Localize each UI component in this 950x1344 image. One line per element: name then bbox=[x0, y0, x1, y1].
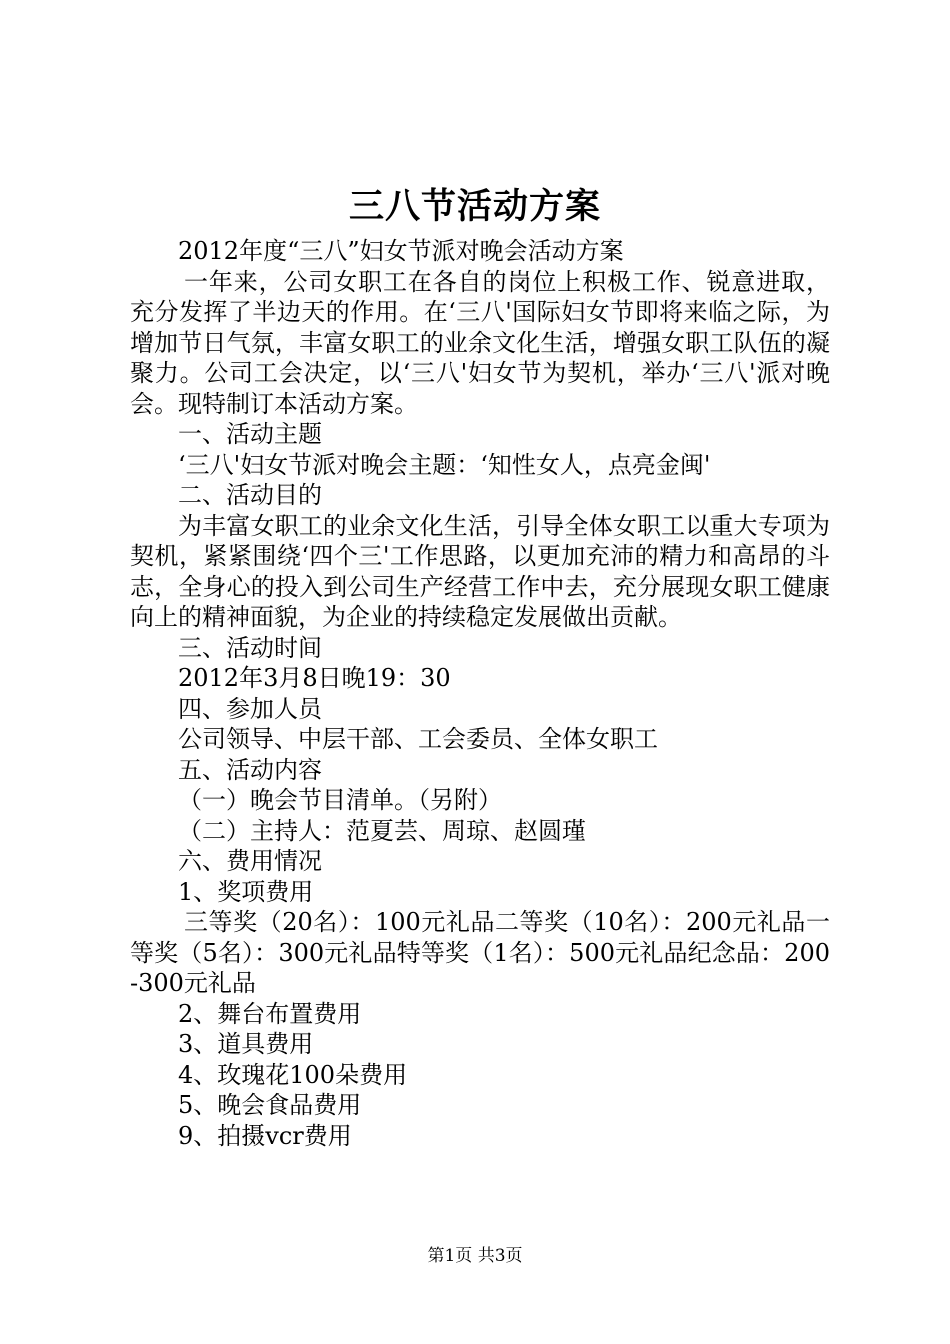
cost-item-stage: 2、舞台布置费用 bbox=[178, 999, 362, 1028]
subtitle-paragraph: 2012年度“三八”妇女节派对晚会活动方案 bbox=[178, 237, 624, 265]
theme-paragraph: ‘三八'妇女节派对晚会主题：‘知性女人，点亮金闽' bbox=[178, 450, 711, 479]
cost-item-roses: 4、玫瑰花100朵费用 bbox=[178, 1060, 408, 1089]
participants-paragraph: 公司领导、中层干部、工会委员、全体女职工 bbox=[178, 725, 658, 753]
awards-paragraph: 三等奖（20名）：100元礼品二等奖（10名）：200元礼品一等奖（5名）：300元礼品特等奖（1名）：500元礼品纪念品：200-300元礼品 bbox=[130, 908, 830, 997]
section-heading-participants: 四、参加人员 bbox=[178, 694, 322, 723]
content-item-hosts: （二）主持人：范夏芸、周琼、赵圆瑾 bbox=[178, 816, 586, 845]
document-title: 三八节活动方案 bbox=[348, 187, 601, 227]
section-heading-theme: 一、活动主题 bbox=[178, 420, 322, 448]
content-item-program-list: （一）晚会节目清单。（另附） bbox=[178, 786, 502, 814]
cost-item-vcr: 9、拍摄vcr费用 bbox=[178, 1121, 352, 1150]
cost-item-food: 5、晚会食品费用 bbox=[178, 1091, 362, 1119]
purpose-paragraph: 为丰富女职工的业余文化生活，引导全体女职工以重大专项为契机，紧紧围绕‘四个三'工作思路，以更加充沛的精力和高昂的斗志，全身心的投入到公司生产经营工作中去，充分展现女职工健康向上的精神面貌，为企业的持续稳定发展做出贡献。 bbox=[130, 511, 830, 631]
section-heading-time: 三、活动时间 bbox=[178, 633, 322, 662]
section-heading-purpose: 二、活动目的 bbox=[178, 481, 322, 509]
intro-paragraph: 一年来，公司女职工在各自的岗位上积极工作、锐意进取，充分发挥了半边天的作用。在‘三八'国际妇女节即将来临之际，为增加节日气氛，丰富女职工的业余文化生活，增强女职工队伍的凝聚力。公司工会决定，以‘三八'妇女节为契机，举办‘三八'派对晚会。现特制订本活动方案。 bbox=[130, 267, 830, 418]
document-body bbox=[130, 236, 830, 1151]
section-heading-content: 五、活动内容 bbox=[178, 755, 322, 784]
cost-item-props: 3、道具费用 bbox=[178, 1030, 314, 1058]
cost-item-awards: 1、奖项费用 bbox=[178, 877, 314, 906]
page-footer: 第1页 共3页 bbox=[427, 1246, 523, 1266]
section-heading-costs: 六、费用情况 bbox=[178, 847, 322, 875]
time-paragraph: 2012年3月8日晚19：30 bbox=[178, 664, 451, 692]
